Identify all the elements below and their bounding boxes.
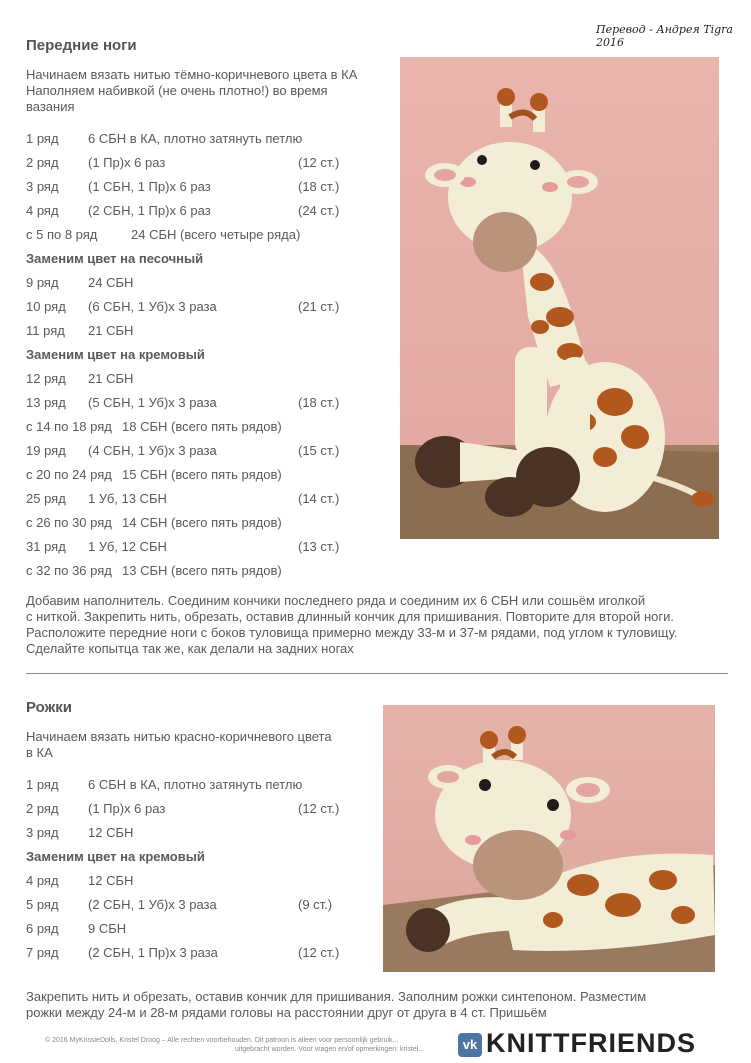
row-instruction: (5 СБН, 1 Уб)х 3 раза	[88, 395, 217, 410]
row-instruction: 18 СБН (всего пять рядов)	[122, 419, 282, 434]
row-number: 31 ряд	[26, 539, 66, 554]
giraffe-sitting-photo	[400, 57, 719, 539]
row-instruction: (2 СБН, 1 Пр)х 3 раза	[88, 945, 218, 960]
stitch-count: (12 ст.)	[298, 801, 340, 816]
vk-logo-icon[interactable]: vk	[458, 1033, 482, 1057]
row-number: 3 ряд	[26, 179, 59, 194]
giraffe-lying-photo	[383, 705, 715, 972]
row-number: 1 ряд	[26, 777, 59, 792]
row-number: с 26 по 30 ряд	[26, 515, 112, 530]
copyright-line: © 2016 MyKrissieDolls, Kristel Droog – Alle rechten voorbehouden. Dit patroon is alleen voor persoonlijk gebruik...	[45, 1037, 399, 1044]
section-title-front-legs: Передние ноги	[26, 37, 137, 54]
stitch-count: (18 ст.)	[298, 395, 340, 410]
row-number: 11 ряд	[26, 323, 65, 338]
row-instruction: 21 СБН	[88, 323, 134, 338]
row-instruction: 1 Уб, 12 СБН	[88, 539, 167, 554]
color-change-heading: Заменим цвет на кремовый	[26, 849, 205, 864]
intro-line: в КА	[26, 745, 53, 760]
stitch-count: (15 ст.)	[298, 443, 340, 458]
row-number: 4 ряд	[26, 203, 59, 218]
copyright-notice	[45, 1036, 465, 1054]
row-number: с 32 по 36 ряд	[26, 563, 112, 578]
row-instruction: 12 СБН	[88, 825, 134, 840]
row-number: с 20 по 24 ряд	[26, 467, 112, 482]
stitch-count: (13 ст.)	[298, 539, 340, 554]
row-number: с 14 по 18 ряд	[26, 419, 112, 434]
horns-outro	[26, 989, 736, 1021]
row-number: 13 ряд	[26, 395, 66, 410]
outro-line: Добавим наполнитель. Соединим кончики последнего ряда и соединим их 6 СБН или сошьём иголкой	[26, 593, 646, 608]
translator-note: Перевод - Андрея Tigra 2016	[596, 23, 733, 49]
row-number: 25 ряд	[26, 491, 66, 506]
intro-line: вазания	[26, 99, 75, 114]
outro-line: Закрепить нить и обрезать, оставив кончик для пришивания. Заполним рожки синтепоном. Разместим	[26, 989, 647, 1004]
row-number: с 5 по 8 ряд	[26, 227, 98, 242]
outro-line: Сделайте копытца так же, как делали на задних ногах	[26, 641, 354, 656]
row-instruction: 9 СБН	[88, 921, 127, 936]
intro-line: Начинаем вязать нитью тёмно-коричневого цвета в КА	[26, 67, 358, 82]
outro-line: рожки между 24-м и 28-м рядами головы на расстоянии друг от друга в 4 ст. Пришьём	[26, 1005, 547, 1020]
brand-watermark: KNITTFRIENDS	[486, 1028, 696, 1058]
color-change-heading: Заменим цвет на кремовый	[26, 347, 205, 362]
row-number: 1 ряд	[26, 131, 59, 146]
outro-line: Расположите передние ноги с боков туловища примерно между 33-м и 37-м рядами, под углом к туловищу.	[26, 625, 678, 640]
row-instruction: 1 Уб, 13 СБН	[88, 491, 167, 506]
row-instruction: 21 СБН	[88, 371, 134, 386]
row-number: 3 ряд	[26, 825, 59, 840]
row-instruction: 6 СБН в КА, плотно затянуть петлю	[88, 131, 303, 146]
stitch-count: (18 ст.)	[298, 179, 340, 194]
intro-line: Начинаем вязать нитью красно-коричневого цвета	[26, 729, 332, 744]
front-legs-outro	[26, 593, 736, 657]
row-instruction: 6 СБН в КА, плотно затянуть петлю	[88, 777, 303, 792]
row-number: 19 ряд	[26, 443, 66, 458]
row-instruction: 15 СБН (всего пять рядов)	[122, 467, 282, 482]
front-legs-intro	[26, 67, 391, 115]
row-instruction: (1 СБН, 1 Пр)х 6 раз	[88, 179, 211, 194]
stitch-count: (12 ст.)	[298, 945, 340, 960]
section-title-horns: Рожки	[26, 699, 72, 716]
giraffe-sitting-illustration	[400, 57, 719, 539]
row-instruction: 14 СБН (всего пять рядов)	[122, 515, 282, 530]
row-instruction: 13 СБН (всего пять рядов)	[122, 563, 282, 578]
row-number: 5 ряд	[26, 897, 59, 912]
section-divider	[26, 673, 728, 674]
row-number: 7 ряд	[26, 945, 59, 960]
stitch-count: (12 ст.)	[298, 155, 340, 170]
stitch-count: (24 ст.)	[298, 203, 340, 218]
row-instruction: 24 СБН	[88, 275, 134, 290]
row-instruction: (2 СБН, 1 Уб)х 3 раза	[88, 897, 217, 912]
color-change-heading: Заменим цвет на песочный	[26, 251, 204, 266]
row-instruction: (1 Пр)х 6 раз	[88, 155, 166, 170]
row-number: 12 ряд	[26, 371, 66, 386]
row-number: 2 ряд	[26, 155, 59, 170]
row-number: 6 ряд	[26, 921, 59, 936]
row-number: 4 ряд	[26, 873, 59, 888]
row-instruction: 24 СБН (всего четыре ряда)	[131, 227, 301, 242]
stitch-count: (21 ст.)	[298, 299, 340, 314]
copyright-line: uitgebracht worden. Voor vragen en/of opmerkingen: kristel...	[235, 1046, 425, 1053]
row-instruction: (4 СБН, 1 Уб)х 3 раза	[88, 443, 217, 458]
stitch-count: (14 ст.)	[298, 491, 340, 506]
row-number: 9 ряд	[26, 275, 59, 290]
row-number: 10 ряд	[26, 299, 66, 314]
stitch-count: (9 ст.)	[298, 897, 333, 912]
giraffe-lying-illustration	[383, 705, 715, 972]
horns-intro	[26, 729, 371, 761]
row-number: 2 ряд	[26, 801, 59, 816]
row-instruction: 12 СБН	[88, 873, 134, 888]
row-instruction: (1 Пр)х 6 раз	[88, 801, 166, 816]
row-instruction: (6 СБН, 1 Уб)х 3 раза	[88, 299, 217, 314]
intro-line: Наполняем набивкой (не очень плотно!) во время	[26, 83, 328, 98]
outro-line: с ниткой. Закрепить нить, обрезать, оставив длинный кончик для пришивания. Повторите для второй ноги.	[26, 609, 675, 624]
row-instruction: (2 СБН, 1 Пр)х 6 раз	[88, 203, 211, 218]
